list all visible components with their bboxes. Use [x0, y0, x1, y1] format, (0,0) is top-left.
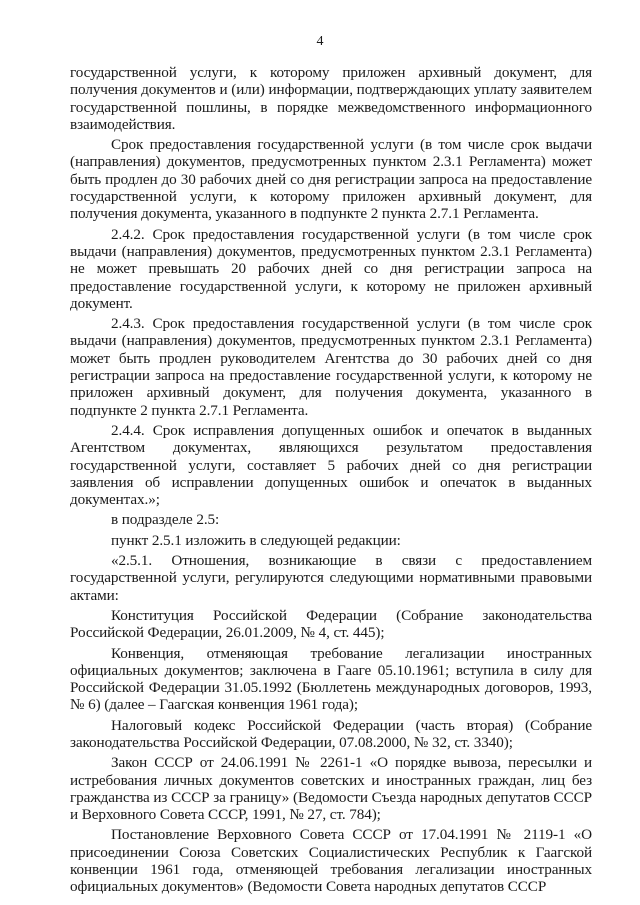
page-number: 4: [316, 34, 324, 49]
paragraph: 2.4.2. Срок предоставления государственной услуги (в том числе срок выдачи (направления) документов, предусмотренных пунктом 2.3.1 Регламента) не может превышать 20 рабочих дней со дня регистрации запроса на предоставление государственной услуги, к которому не приложен архивный документ.: [70, 225, 592, 312]
paragraph: 2.4.3. Срок предоставления государственной услуги (в том числе срок выдачи (направления) документов, предусмотренных пунктом 2.3.1 Регламента) может быть продлен руководителем Агентства до 30 рабочих дней со дня регистрации запроса на предоставление государственной услуги, к которому не приложен архивный документ, для получения документа, указанного в подпункте 2 пункта 2.7.1 Регламента.: [70, 315, 592, 419]
paragraph: Налоговый кодекс Российской Федерации (часть вторая) (Собрание законодательства Российской Федерации, 07.08.2000, № 32, ст. 3340);: [70, 716, 592, 751]
document-body: [70, 64, 592, 899]
paragraph: Конституция Российской Федерации (Собрание законодательства Российской Федерации, 26.01.2009, № 4, ст. 445);: [70, 606, 592, 642]
paragraph: Закон СССР от 24.06.1991 № 2261-1 «О порядке вывоза, пересылки и истребования личных документов советских и иностранных граждан, лиц без гражданства из СССР за границу» (Ведомости Съезда народных депутатов СССР и Верховного Совета СССР, 1991, № 27, ст. 784);: [70, 754, 592, 824]
paragraph: «2.5.1. Отношения, возникающие в связи с предоставлением государственной услуги, регулируются следующими нормативными правовыми актами:: [70, 552, 592, 604]
paragraph: Постановление Верховного Совета СССР от 17.04.1991 № 2119-1 «О присоединении Союза Советских Социалистических Республик к Гаагской конвенции 1961 года, отменяющей требования легализации иностранных официальных документов» (Ведомости Совета народных депутатов СССР: [70, 826, 592, 896]
paragraph: в подразделе 2.5:: [111, 511, 220, 529]
paragraph: Конвенция, отменяющая требование легализации иностранных официальных документов; заключена в Гааге 05.10.1961; вступила в силу для Российской Федерации 31.05.1992 (Бюллетень международных договоров, 1993, № 6) (далее – Гаагская конвенция 1961 года);: [70, 644, 592, 714]
paragraph: пункт 2.5.1 изложить в следующей редакции:: [111, 531, 401, 549]
paragraph: государственной услуги, к которому приложен архивный документ, для получения документов и (или) информации, подтверждающих уплату заявителем государственной пошлины, в порядке межведомственного информационного взаимодействия.: [70, 64, 592, 133]
paragraph: Срок предоставления государственной услуги (в том числе срок выдачи (направления) документов, предусмотренных пунктом 2.3.1 Регламента) может быть продлен до 30 рабочих дней со дня регистрации запроса на предоставление государственной услуги, к которому приложен архивный документ, для получения документа, указанного в подпункте 2 пункта 2.7.1 Регламента.: [70, 136, 592, 223]
paragraph: 2.4.4. Срок исправления допущенных ошибок и опечаток в выданных Агентством документах, являющихся результатом предоставления государственной услуги, составляет 5 рабочих дней со дня регистрации заявления об исправлении допущенных ошибок и опечаток в выданных документах.»;: [70, 421, 592, 509]
